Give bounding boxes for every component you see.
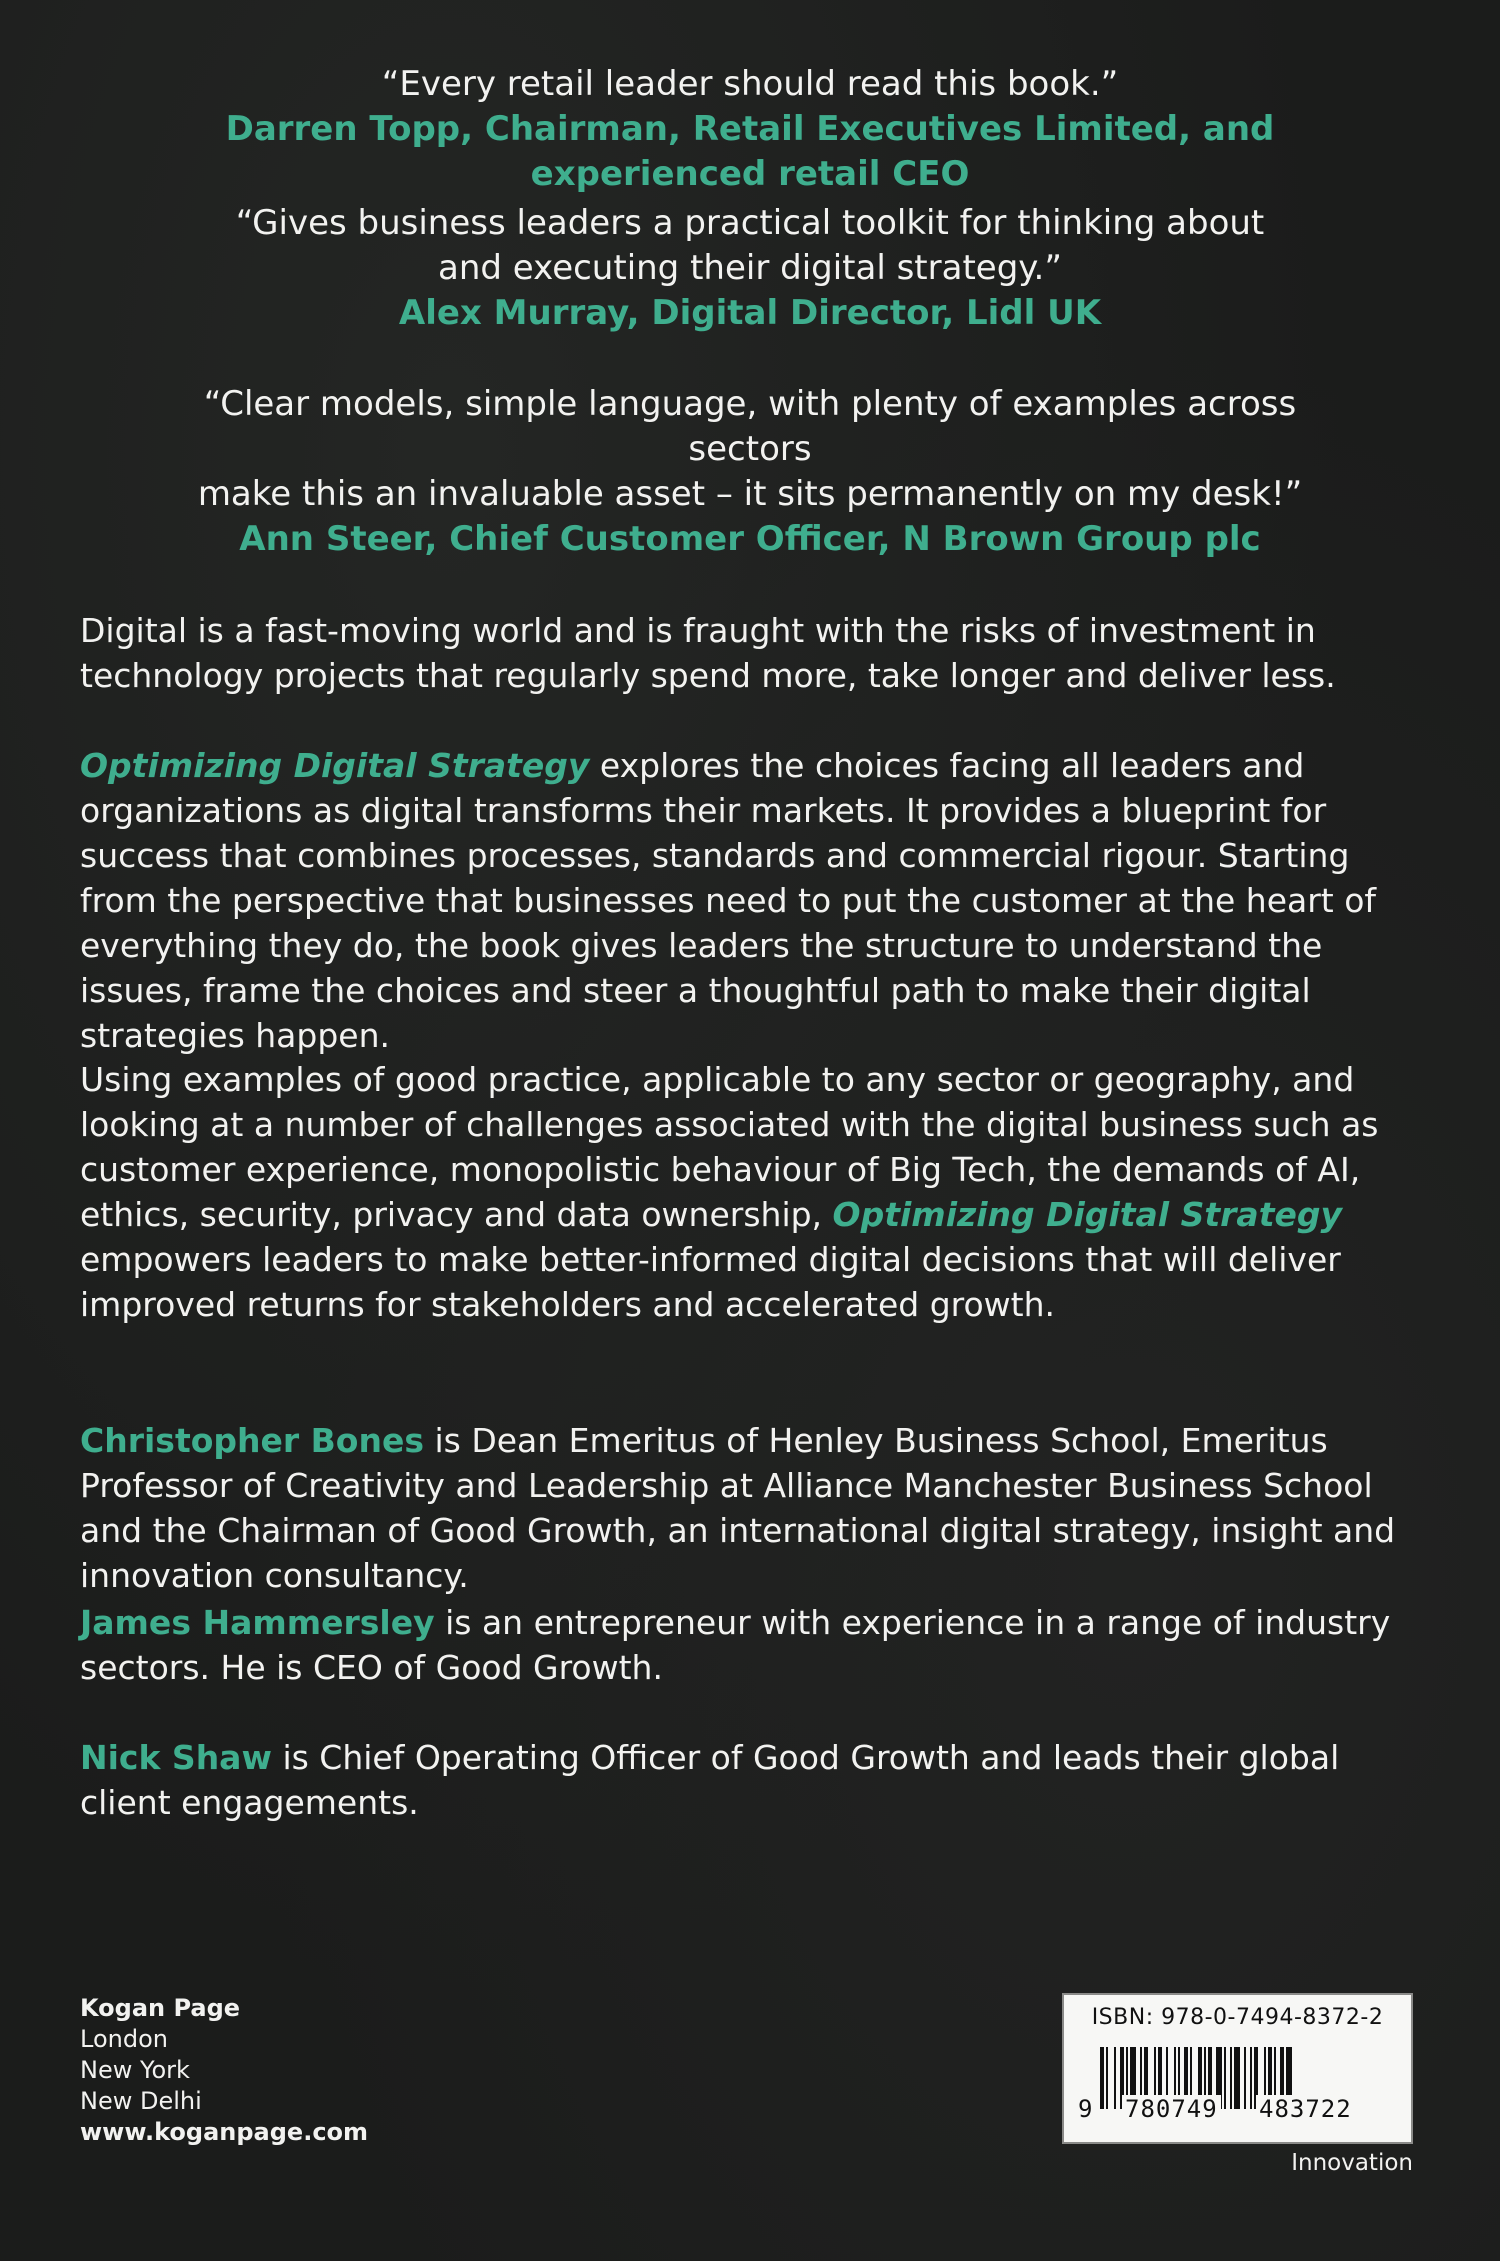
endorsement-text: “Every retail leader should read this book.” (381, 64, 1119, 104)
publisher-city: London (80, 2025, 168, 2053)
publisher-block (80, 1993, 368, 2148)
isbn-label: ISBN: 978-0-7494-8372-2 (1091, 2005, 1384, 2030)
category-label: Innovation (1291, 2150, 1413, 2176)
book-title: Optimizing Digital Strategy (832, 1195, 1342, 1234)
isbn-barcode (1062, 1993, 1413, 2144)
endorsement-quote (150, 62, 1350, 197)
author-name: James Hammersley (80, 1603, 435, 1642)
description-paragraph (80, 1057, 1420, 1327)
endorsement-text: make this an invaluable asset – it sits permanently on my desk!” (197, 474, 1303, 514)
author-name: Nick Shaw (80, 1738, 272, 1777)
endorsement-author: Alex Murray, Digital Director, Lidl UK (398, 293, 1102, 333)
publisher-name: Kogan Page (80, 1994, 241, 2022)
barcode-digits-right: 483722 (1256, 2095, 1355, 2123)
author-bio (80, 1418, 1420, 1598)
publisher-website: www.koganpage.com (80, 2118, 369, 2146)
barcode-digits-left: 780749 (1122, 2095, 1221, 2123)
endorsement-text: and executing their digital strategy.” (438, 248, 1062, 288)
author-bio (80, 1735, 1420, 1825)
publisher-city: New York (80, 2056, 190, 2084)
description-text: explores the choices facing all leaders and organizations as digital transforms their markets. It provides a blueprint for success that combines processes, standards and commercial rigour. Starting from the perspective that businesses need to put the customer at the heart of everything they do, the book gives leaders the structure to understand the issues, frame the choices and steer a thoughtful path to make their digital strategies happen. (80, 746, 1377, 1055)
author-bio (80, 1600, 1420, 1690)
author-bio-text: is Dean Emeritus of Henley Business School, Emeritus Professor of Creativity and Leadership at Alliance Manchester Business School and the Chairman of Good Growth, an international digital strategy, insight and innovation consultancy. (80, 1421, 1396, 1595)
description-text: empowers leaders to make better-informed digital decisions that will deliver improved returns for stakeholders and accelerated growth. (80, 1240, 1341, 1324)
author-bio-text: is Chief Operating Officer of Good Growth and leads their global client engagements. (80, 1738, 1340, 1822)
barcode-digits (1074, 2095, 1401, 2125)
description-paragraph (80, 743, 1420, 1058)
barcode-digit-first: 9 (1078, 2095, 1093, 2123)
endorsement-quote (150, 382, 1350, 562)
endorsement-author: Darren Topp, Chairman, Retail Executives Limited, and experienced retail CEO (225, 109, 1275, 194)
endorsement-quote (150, 201, 1350, 336)
endorsement-text: “Gives business leaders a practical toolkit for thinking about (235, 203, 1265, 243)
author-name: Christopher Bones (80, 1421, 424, 1460)
description-text: Using examples of good practice, applicable to any sector or geography, and looking at a number of challenges associated with the digital business such as customer experience, monopolistic behaviour of Big Tech, the demands of AI, ethics, security, privacy and data ownership, (80, 1060, 1379, 1234)
book-title: Optimizing Digital Strategy (80, 746, 590, 785)
publisher-city: New Delhi (80, 2087, 202, 2115)
author-bio-text: is an entrepreneur with experience in a range of industry sectors. He is CEO of Good Growth. (80, 1603, 1391, 1687)
description-paragraph: Digital is a fast-moving world and is fraught with the risks of investment in technology projects that regularly spend more, take longer and deliver less. (80, 611, 1336, 695)
endorsement-author: Ann Steer, Chief Customer Officer, N Brown Group plc (239, 519, 1261, 559)
endorsement-text: “Clear models, simple language, with plenty of examples across sectors (203, 384, 1297, 469)
